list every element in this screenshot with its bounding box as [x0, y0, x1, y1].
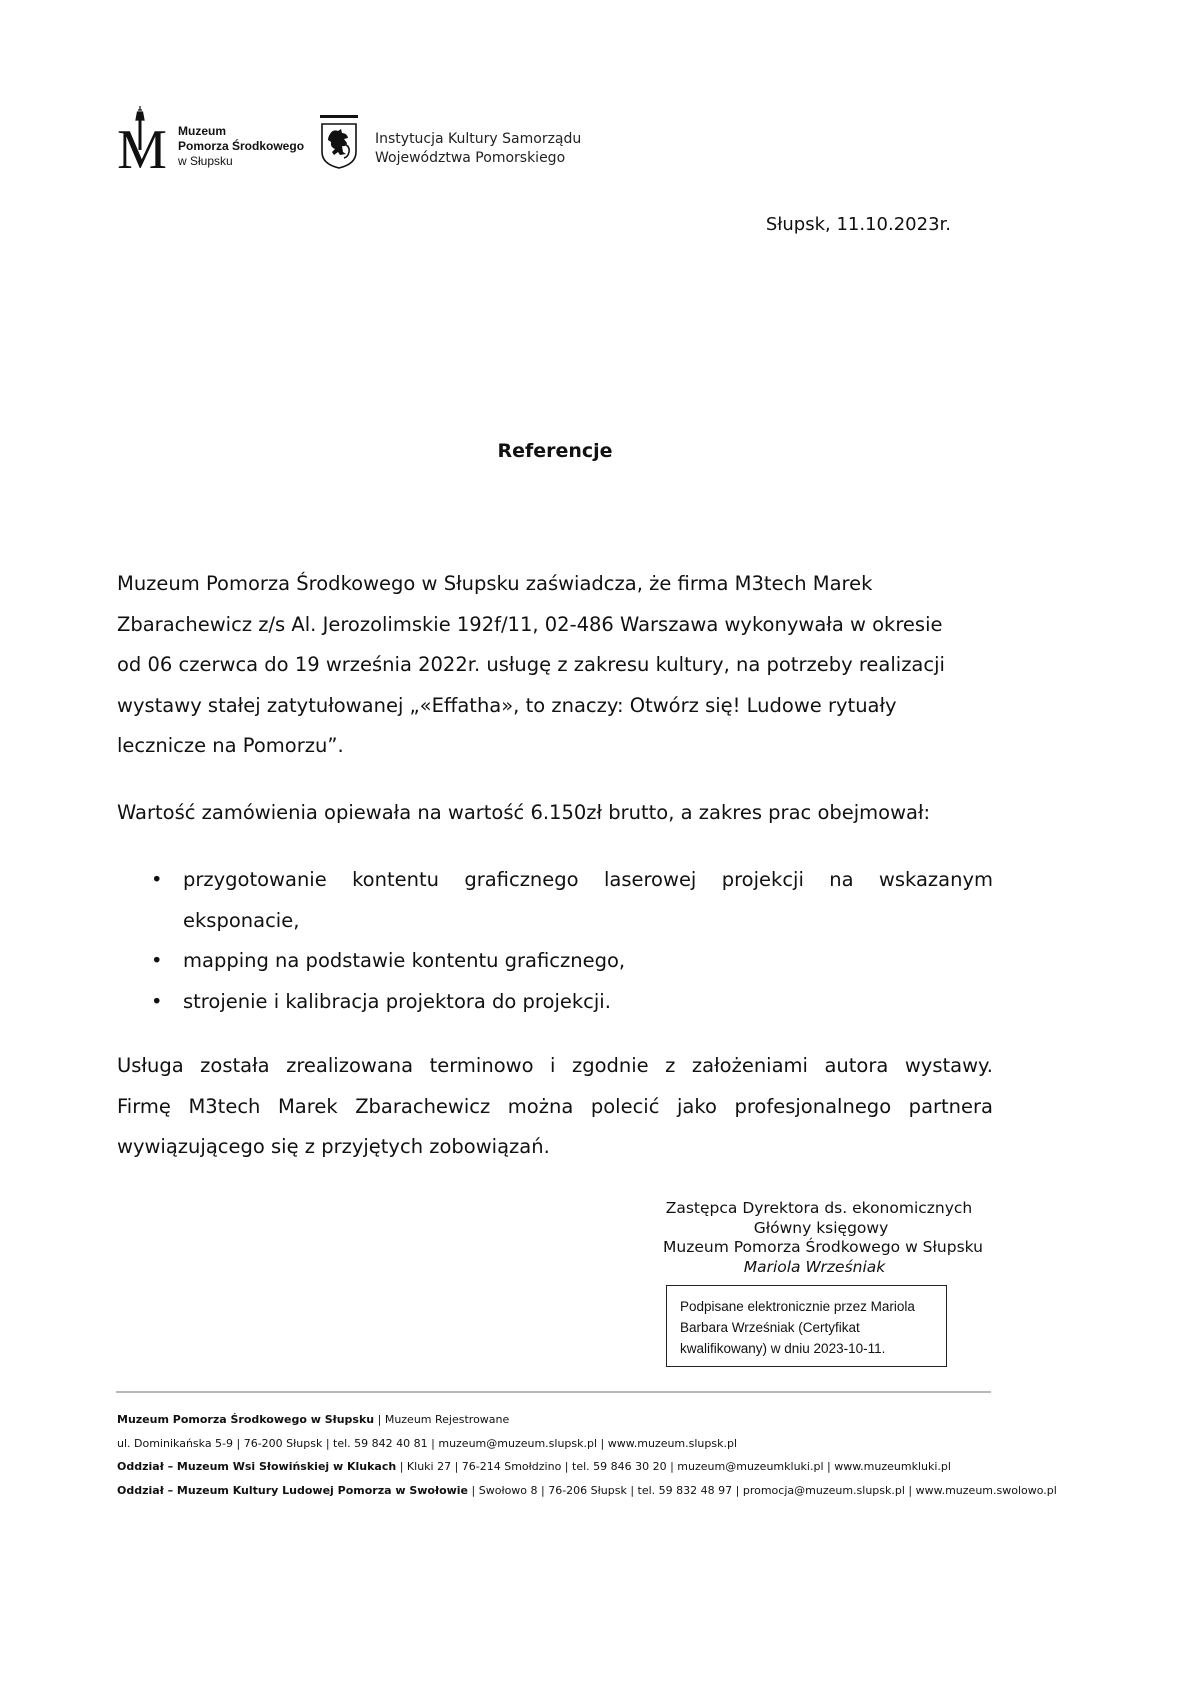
- footer-museum-name: Muzeum Pomorza Środkowego w Słupsku: [117, 1413, 375, 1426]
- list-item-text: mapping na podstawie kontentu graficznego,: [183, 949, 626, 972]
- e-signature-line: kwalifikowany) w dniu 2023-10-11.: [680, 1341, 886, 1356]
- list-item-text: strojenie i kalibracja projektora do projekcji.: [183, 989, 611, 1013]
- footer-line-3: [117, 1455, 997, 1479]
- footer-address-line: ul. Dominikańska 5-9 | 76-200 Słupsk | tel. 59 842 40 81 | muzeum@muzeum.slupsk.pl | www.muzeum.slupsk.pl: [117, 1436, 738, 1450]
- footer-divider: [116, 1391, 991, 1393]
- griffin-emblem-icon: [320, 122, 358, 169]
- institution-name: [375, 130, 581, 168]
- signatory-position: Zastępca Dyrektora ds. ekonomicznych: [665, 1199, 973, 1217]
- list-item-continuation: [117, 901, 993, 942]
- reference-paragraph-1: [117, 564, 997, 767]
- footer-line-4: [117, 1479, 1057, 1503]
- paragraph-1-line: Zbarachewicz z/s Al. Jerozolimskie 192f/11, 02-486 Warszawa wykonywała w okresie: [117, 612, 943, 636]
- bullet-icon: •: [151, 949, 163, 972]
- electronic-signature-box: [666, 1285, 947, 1367]
- paragraph-3-line: wywiązującego się z przyjętych zobowiązań.: [117, 1135, 550, 1158]
- museum-name: [178, 124, 304, 169]
- signatory-role: Główny księgowy: [753, 1218, 889, 1237]
- document-title: Referencje: [497, 440, 613, 462]
- list-item-text: eksponacie,: [183, 908, 300, 932]
- museum-name-line-3: w Słupsku: [178, 154, 233, 168]
- footer-line-1: [117, 1408, 997, 1432]
- date-line: Słupsk, 11.10.2023r.: [765, 214, 951, 235]
- e-signature-line: Podpisane elektronicznie przez Mariola: [680, 1299, 915, 1314]
- paragraph-3-line: Usługa została zrealizowana terminowo i zgodnie z założeniami autora wystawy.: [117, 1054, 993, 1077]
- list-item: [117, 941, 993, 982]
- list-item: [117, 982, 993, 1023]
- bullet-icon: •: [151, 868, 163, 891]
- footer-line-1-rest: | Muzeum Rejestrowane: [374, 1413, 510, 1426]
- list-item: [117, 860, 993, 901]
- institution-rule: [320, 115, 358, 118]
- signatory-name: Mariola Wrześniak: [743, 1257, 886, 1276]
- paragraph-1-line: wystawy stałej zatytułowanej „«Effatha», to znaczy: Otwórz się! Ludowe rytuały: [117, 693, 897, 717]
- museum-logo-letter: M: [117, 119, 167, 170]
- footer-line-4-rest: | Swołowo 8 | 76-206 Słupsk | tel. 59 832 48 97 | promocja@muzeum.slupsk.pl | www.muzeum.swolowo.pl: [468, 1483, 1057, 1497]
- footer: [117, 1408, 1057, 1502]
- museum-name-line-1: Muzeum: [178, 124, 226, 138]
- museum-name-line-2: Pomorza Środkowego: [178, 139, 305, 153]
- paragraph-1-line: od 06 czerwca do 19 września 2022r. usługę z zakresu kultury, na potrzeby realizacji: [117, 653, 945, 676]
- footer-branch-swolowo: Oddział – Muzeum Kultury Ludowej Pomorza w Swołowie: [117, 1483, 469, 1497]
- institution-line-2: Województwa Pomorskiego: [375, 150, 566, 166]
- paragraph-1-line: lecznicze na Pomorzu”.: [117, 734, 344, 757]
- e-signature-line: Barbara Wrześniak (Certyfikat: [680, 1320, 860, 1335]
- bullet-icon: •: [151, 989, 163, 1013]
- institution-line-1: Instytucja Kultury Samorządu: [375, 131, 582, 147]
- footer-branch-kluki: Oddział – Muzeum Wsi Słowińskiej w Klukach: [117, 1460, 397, 1473]
- list-item-text: przygotowanie kontentu graficznego laserowej projekcji na wskazanym: [183, 868, 993, 891]
- scope-list: [117, 860, 993, 1022]
- paragraph-1-line: Muzeum Pomorza Środkowego w Słupsku zaświadcza, że firma M3tech Marek: [117, 572, 873, 595]
- paragraph-3-line: Firmę M3tech Marek Zbarachewicz można polecić jako profesjonalnego partnera: [117, 1094, 993, 1118]
- footer-line-3-rest: | Kluki 27 | 76-214 Smołdzino | tel. 59 846 30 20 | muzeum@muzeumkluki.pl | www.muzeumkluki.pl: [396, 1460, 951, 1473]
- recommendation-paragraph: [117, 1046, 993, 1168]
- museum-logo: [116, 104, 168, 170]
- signature-block: [656, 1199, 986, 1277]
- order-value-paragraph: Wartość zamówienia opiewała na wartość 6.150zł brutto, a zakres prac obejmował:: [117, 801, 931, 824]
- signatory-institution: Muzeum Pomorza Środkowego w Słupsku: [663, 1238, 983, 1256]
